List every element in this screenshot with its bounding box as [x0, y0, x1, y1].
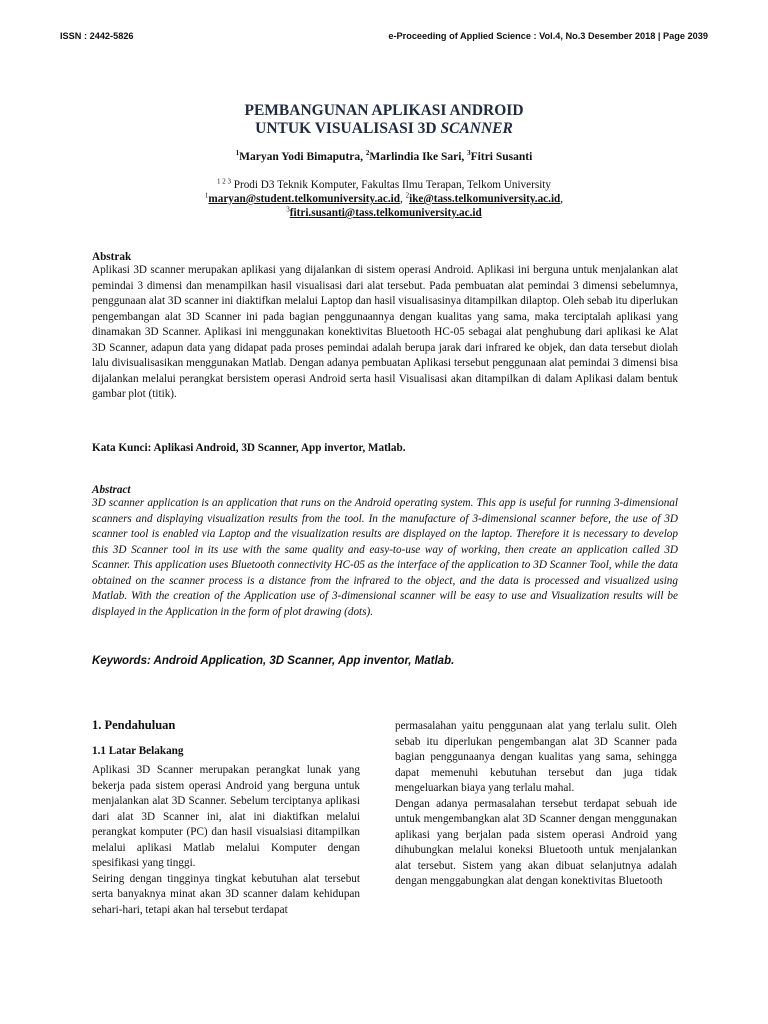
title-line-2-main: UNTUK VISUALISASI 3D	[255, 120, 441, 137]
abstrak-heading: Abstrak	[92, 251, 132, 263]
email-line-2	[0, 206, 768, 220]
right-paragraph-1: permasalahan yaitu penggunaan alat yang terlalu sulit. Oleh sebab itu diperlukan pengembangan alat 3D Scanner pada bagian penggunaanya dengan kualitas yang sama, sehingga dapat memenuhi kebutuhan tersebut dan juga tidak mengeluarkan biaya yang terlalu mahal.	[395, 720, 677, 794]
abstrak-section	[92, 251, 678, 403]
keywords-en: Keywords: Android Application, 3D Scanner, App inventor, Matlab.	[92, 655, 455, 667]
left-paragraph-1: Aplikasi 3D Scanner merupakan perangkat lunak yang bekerja pada sistem operasi Android yang berguna untuk menjalankan alat 3D Scanner. Sebelum terciptanya aplikasi dari alat 3D Scanner ini, alat ini diaktifkan melalui perangkat komputer (PC) dan hasil visualsiasi ditampilkan melalui aplikasi Matlab melalui Komputer dengan spesifikasi yang tinggi.	[92, 764, 360, 869]
author-2: Marlindia Ike Sari,	[369, 151, 468, 163]
affiliation-text: Prodi D3 Teknik Komputer, Fakultas Ilmu Terapan, Telkom University	[230, 179, 552, 191]
abstract-body: 3D scanner application is an application that runs on the Android operating system. This app is useful for running 3-dimensional scanners and displaying visualization results from the tool. In the manufacture of 3-dimensional scanner before, the use of 3D scanner tool is enabled via Laptop and the visualization results are displayed on the laptop. Therefore it is necessary to develop this 3D Scanner tool in its use with the same quality and easy-to-use way of working, then create an application called 3D Scanner. This application uses Bluetooth connectivity HC-05 as the interface of the application to 3D Scanner Tool, while the data obtained on the scanner process is a distance from the infrared to the object, and the data is processed and visualized using Matlab. With the creation of the Application use of 3-dimensional scanner will be easy to use and Visualization results will be displayed in the Application in the form of plot drawing (dots).	[92, 497, 678, 618]
paper-title	[0, 102, 768, 138]
affiliation-line	[0, 178, 768, 192]
email-3-sup: 3	[286, 205, 290, 214]
email-2-sup: 2	[405, 191, 410, 200]
affiliation-block	[0, 178, 768, 220]
running-header	[60, 31, 708, 45]
kata-kunci-block	[92, 442, 678, 454]
affiliation-sup: 1 2 3	[216, 177, 231, 186]
email-line-1: $^1$maryan@student.telkomuniversity.ac.id, $^2$ike@tass.telkomuniversity.ac.id,	[204, 191, 564, 205]
author-1-sup: 1	[235, 149, 240, 158]
keywords-block	[92, 655, 678, 667]
title-line-2-italic: SCANNER	[440, 120, 513, 137]
issn-label: ISSN : 2442-5826	[60, 31, 134, 41]
author-1: Maryan Yodi Bimaputra,	[239, 151, 366, 163]
abstract-section	[92, 484, 678, 620]
title-line-1: PEMBANGUNAN APLIKASI ANDROID	[244, 102, 524, 119]
right-column	[395, 719, 677, 890]
title-line-2	[0, 120, 768, 138]
abstract-heading: Abstract	[92, 484, 131, 496]
kata-kunci: Kata Kunci: Aplikasi Android, 3D Scanner, App invertor, Matlab.	[92, 442, 406, 454]
left-paragraph-2: Seiring dengan tingginya tingkat kebutuhan alat tersebut serta banyaknya minat akan 3D scanner dalam kehidupan sehari-hari, tetapi akan hal tersebut terdapat	[92, 872, 360, 916]
author-3: Fitri Susanti	[470, 151, 533, 163]
abstrak-body: Aplikasi 3D scanner merupakan aplikasi yang dijalankan di sistem operasi Android. Aplikasi ini berguna untuk menjalankan alat pemindai 3 dimensi dan menampilkan hasil visualisasi dari alat tersebut. Pada pembuatan alat pemindai 3 dimensi sebelumnya, penggunaan alat 3D scanner ini diaktifkan melalui Laptop dan hasil visualisasinya ditampilkan dilaptop. Oleh sebab itu diperlukan pengembangan alat 3D Scanner ini pada bagian penggunaannya dengan kualitas yang sama, maka terciptalah aplikasi yang dinamakan 3D Scanner. Aplikasi ini menggunakan konektivitas Bluetooth HC-05 sebagai alat penghubung dari aplikasi ke Alat 3D Scanner, adapun data yang didapat pada proses pemindai adalah berupa jarak dari infrared ke objek, dan data tersebut diolah lalu divisualisasikan menggunakan Matlab. Dengan adanya pembuatan Aplikasi tersebut penggunaan alat pemindai 3 dimensi bisa dijalankan melalui perangkat bersistem operasi Android serta hasil Visualisasi akan ditampilkan di dalam Aplikasi dalam bentuk gambar plot (titik).	[92, 264, 678, 400]
author-2-sup: 2	[365, 149, 370, 158]
email-3-link[interactable]: fitri.susanti@tass.telkomuniversity.ac.id	[289, 207, 482, 219]
journal-citation: e-Proceeding of Applied Science : Vol.4, No.3 Desember 2018 | Page 2039	[388, 31, 708, 41]
email-1-sup: 1	[204, 191, 209, 200]
author-list	[0, 151, 768, 163]
left-column	[92, 718, 360, 918]
author-3-sup: 3	[467, 149, 471, 158]
right-paragraph-2: Dengan adanya permasalahan tersebut terdapat sebuah ide untuk mengembangkan alat 3D Scanner dengan menggunakan aplikasi yang berjalan pada sistem operasi Android yang dihubungkan melalui koneksi Bluetooth untuk menjalankan alat tersebut. Sistem yang akan dibuat selanjutnya adalah dengan menggabungkan alat dengan konektivitas Bluetooth	[395, 797, 677, 887]
subsection-heading-latar-belakang: 1.1 Latar Belakang	[92, 744, 184, 757]
email-1-link[interactable]: maryan@student.telkomuniversity.ac.id	[208, 193, 400, 205]
section-heading-pendahuluan: 1. Pendahuluan	[92, 718, 176, 732]
email-2-link[interactable]: ike@tass.telkomuniversity.ac.id	[409, 193, 561, 205]
